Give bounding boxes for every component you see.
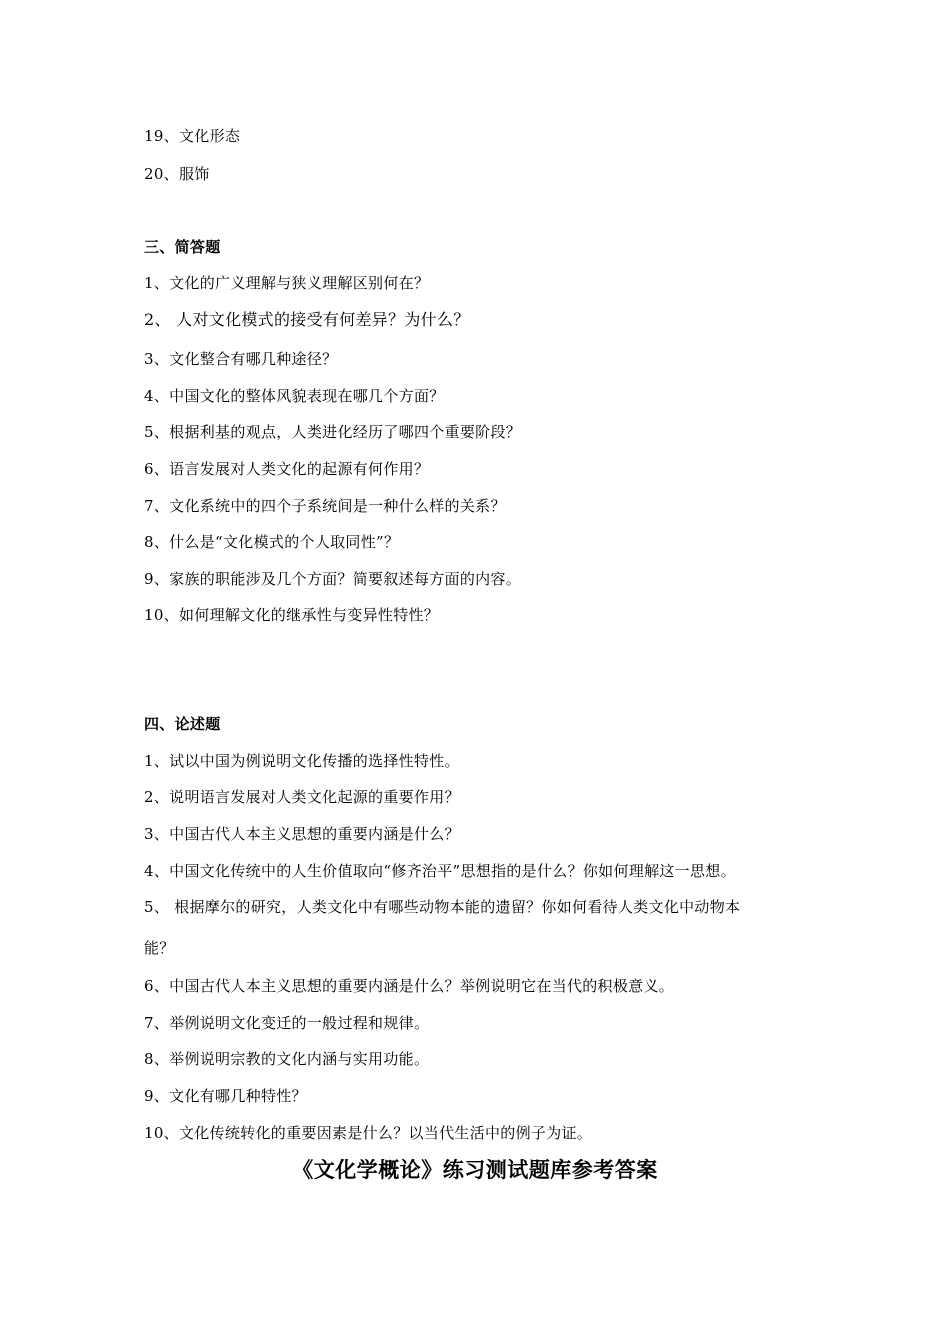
section4-item-4: 4、中国文化传统中的人生价值取向“修齐治平”思想指的是什么？你如何理解这一思想。 (144, 862, 736, 880)
term-item-20: 20、服饰 (144, 165, 210, 183)
section4-item-2: 2、说明语言发展对人类文化起源的重要作用？ (144, 788, 460, 806)
section4-item-1: 1、试以中国为例说明文化传播的选择性特性。 (144, 752, 460, 770)
section3-item-9: 9、家族的职能涉及几个方面？简要叙述每方面的内容。 (144, 570, 522, 588)
section3-item-3: 3、文化整合有哪几种途径？ (144, 350, 338, 368)
section4-item-3: 3、中国古代人本主义思想的重要内涵是什么？ (144, 825, 460, 843)
section3-item-8: 8、什么是“文化模式的个人取同性”？ (144, 533, 400, 551)
section3-item-1: 1、文化的广义理解与狭义理解区别何在？ (144, 274, 430, 292)
term-item-19: 19、文化形态 (144, 127, 241, 145)
section3-heading: 三、简答题 (144, 238, 221, 256)
section3-item-4: 4、中国文化的整体风貌表现在哪几个方面？ (144, 387, 445, 405)
section3-item-10: 10、如何理解文化的继承性与变异性特性？ (144, 606, 440, 624)
section3-item-2: 2、 人对文化模式的接受有何差异？为什么？ (144, 310, 470, 329)
section3-item-5: 5、根据利基的观点，人类进化经历了哪四个重要阶段？ (144, 423, 522, 441)
answer-key-title: 《文化学概论》练习测试题库参考答案 (292, 1157, 658, 1182)
section3-item-7: 7、文化系统中的四个子系统间是一种什么样的关系？ (144, 497, 506, 515)
section4-item-6: 6、中国古代人本主义思想的重要内涵是什么？举例说明它在当代的积极意义。 (144, 977, 675, 995)
section3-item-6: 6、语言发展对人类文化的起源有何作用？ (144, 460, 430, 478)
section4-item-8: 8、举例说明宗教的文化内涵与实用功能。 (144, 1050, 430, 1068)
section4-item-9: 9、文化有哪几种特性？ (144, 1087, 307, 1105)
section4-item-10: 10、文化传统转化的重要因素是什么？以当代生活中的例子为证。 (144, 1124, 593, 1142)
section4-item-5-continued: 能？ (144, 939, 175, 957)
section4-item-7: 7、举例说明文化变迁的一般过程和规律。 (144, 1014, 430, 1032)
section4-item-5: 5、 根据摩尔的研究，人类文化中有哪些动物本能的遗留？你如何看待人类文化中动物本 (144, 898, 741, 916)
section4-heading: 四、论述题 (144, 715, 221, 733)
